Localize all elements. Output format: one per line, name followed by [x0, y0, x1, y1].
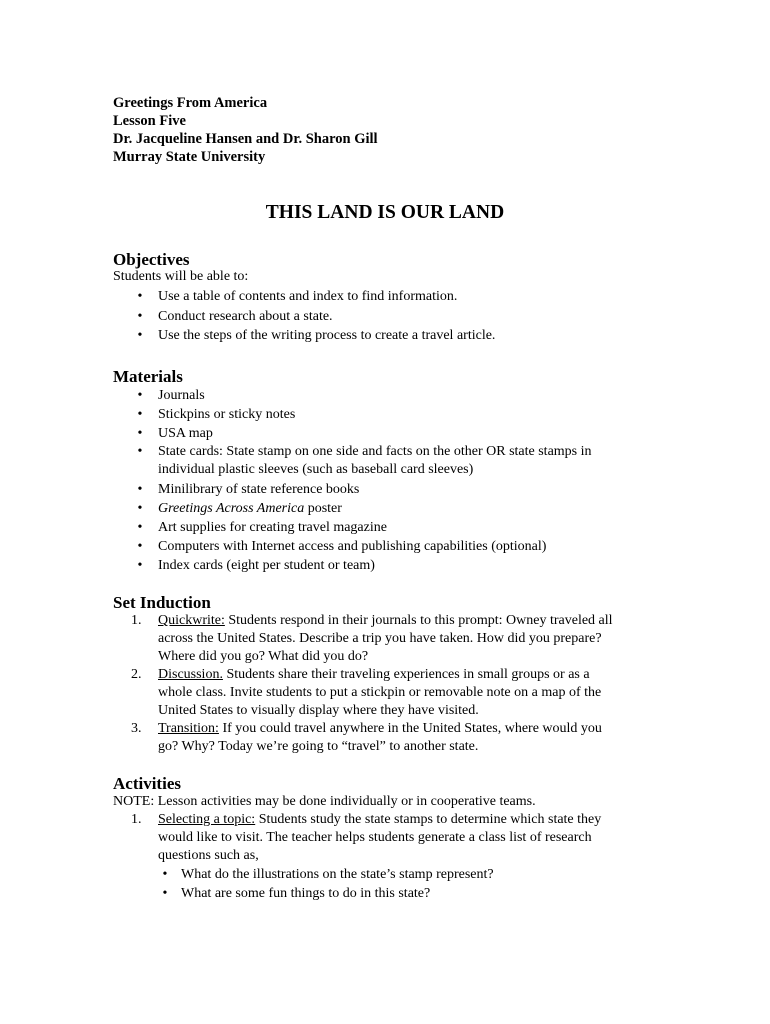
objectives-heading: Objectives — [113, 250, 190, 269]
list-item: • Journals — [133, 386, 653, 405]
poster-title: Greetings Across America — [158, 501, 305, 516]
step-label: Discussion. — [158, 667, 223, 682]
list-item: • Minilibrary of state reference books — [133, 480, 653, 499]
set-induction-heading: Set Induction — [113, 593, 211, 612]
activities-sub-list — [158, 865, 638, 903]
bullet-icon: • — [137, 539, 143, 554]
materials-list — [133, 386, 653, 575]
bullet-icon: • — [137, 444, 143, 459]
bullet-icon: • — [137, 289, 143, 304]
list-item: • Greetings Across America poster — [133, 499, 653, 518]
list-item: • Conduct research about a state. — [133, 307, 653, 327]
list-item: 2. Discussion. Students share their traveling experiences in small groups or as a whole class. Invite students to put a stickpin or removable note on a map of the United States to visually display where they have visited. — [131, 667, 602, 718]
list-item: 1. Quickwrite: Students respond in their journals to this prompt: Owney traveled all across the United States. Describe a trip you have taken. How did you prepare? Where did you go? What did you do? — [131, 613, 613, 664]
bullet-icon: • — [137, 482, 143, 497]
step-label: Selecting a topic: — [158, 812, 256, 827]
bullet-icon: • — [162, 886, 168, 901]
list-item: 1. Selecting a topic: Students study the state stamps to determine which state they would like to visit. The teacher helps students generate a class list of research questions such as, — [131, 812, 602, 863]
list-item: • Stickpins or sticky notes — [133, 405, 653, 424]
list-item: • Computers with Internet access and publishing capabilities (optional) — [133, 537, 653, 556]
bullet-icon: • — [137, 501, 143, 516]
bullet-icon: • — [137, 308, 143, 324]
list-item: • Index cards (eight per student or team) — [133, 556, 653, 575]
list-item: • State cards: State stamp on one side and facts on the other OR state stamps in individual plastic sleeves (such as baseball card sleeves) — [133, 443, 653, 480]
list-item: • Use a table of contents and index to find information. — [133, 287, 653, 307]
step-label: Transition: — [158, 721, 219, 736]
list-item: 3. Transition: If you could travel anywhere in the United States, where would you go? Why? Today we’re going to “travel” to another state. — [131, 721, 602, 754]
activities-heading: Activities — [113, 774, 181, 793]
objectives-list — [133, 287, 653, 346]
bullet-icon: • — [137, 328, 143, 343]
list-item: • Art supplies for creating travel magazine — [133, 518, 653, 537]
bullet-icon: • — [137, 558, 143, 573]
bullet-icon: • — [137, 388, 143, 403]
set-induction-list — [131, 612, 651, 756]
header-series: Greetings From America — [113, 95, 268, 111]
header-lesson: Lesson Five — [113, 113, 186, 129]
objectives-intro: Students will be able to: — [113, 269, 249, 284]
bullet-icon: • — [137, 407, 143, 422]
bullet-icon: • — [162, 867, 168, 882]
activities-note: NOTE: Lesson activities may be done individually or in cooperative teams. — [113, 794, 536, 809]
list-item: • What do the illustrations on the state’s stamp represent? — [158, 865, 638, 884]
document-title: THIS LAND IS OUR LAND — [265, 202, 505, 223]
header-institution: Murray State University — [113, 149, 266, 165]
list-item: • USA map — [133, 424, 653, 443]
list-item: • What are some fun things to do in this state? — [158, 884, 638, 903]
bullet-icon: • — [137, 520, 143, 535]
header-authors: Dr. Jacqueline Hansen and Dr. Sharon Gill — [113, 131, 378, 147]
bullet-icon: • — [137, 426, 143, 441]
list-item: • Use the steps of the writing process to create a travel article. — [133, 326, 653, 346]
lesson-header — [113, 94, 378, 166]
activities-list — [131, 811, 651, 865]
step-label: Quickwrite: — [158, 613, 225, 628]
materials-heading: Materials — [113, 367, 183, 386]
